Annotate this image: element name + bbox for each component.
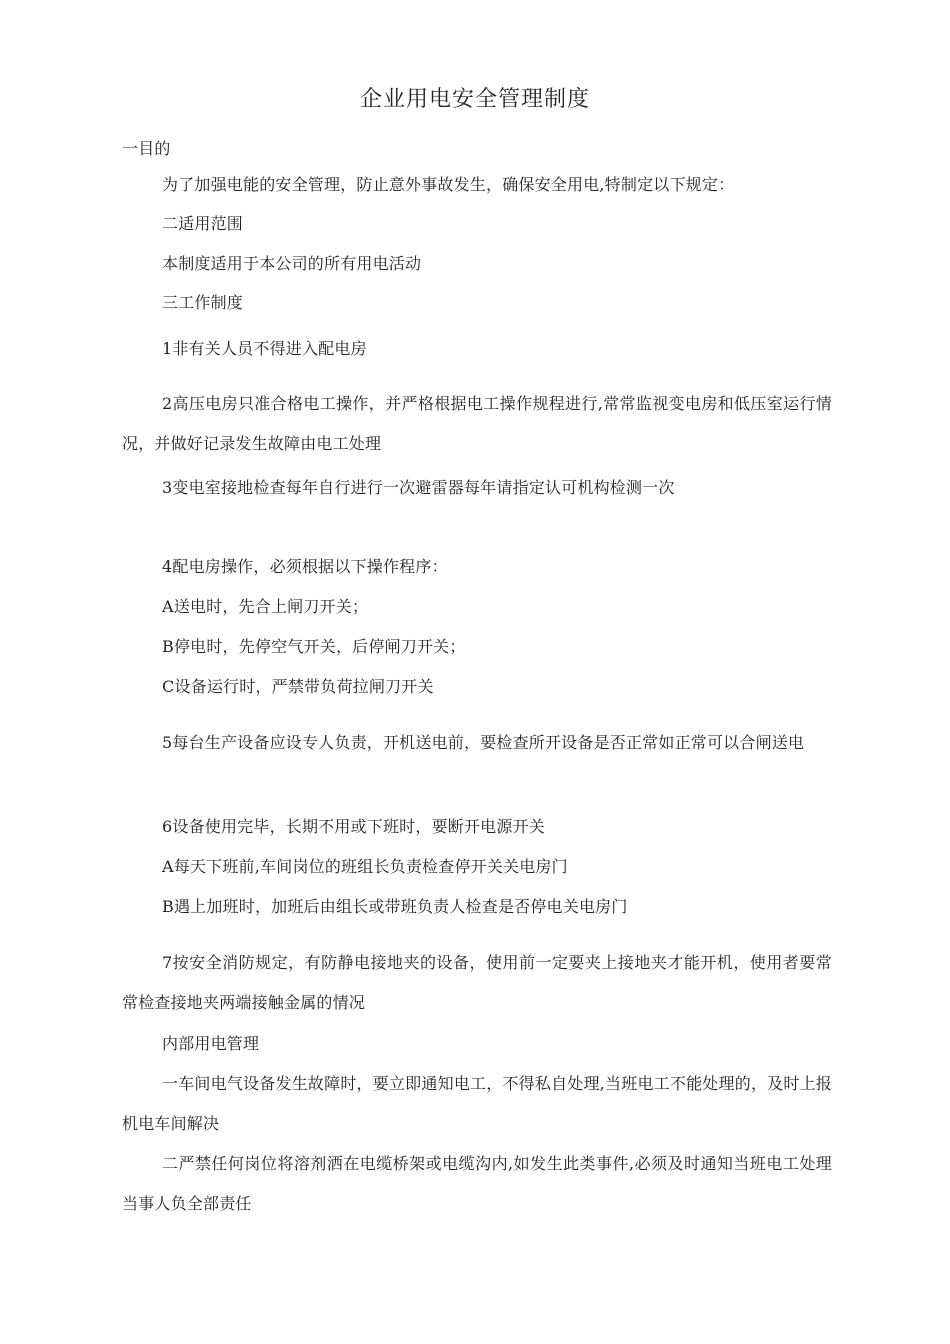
section-heading-purpose: 一目的 bbox=[122, 139, 171, 158]
section-heading-internal: 内部用电管理 bbox=[162, 1034, 260, 1053]
rule-7: 7按安全消防规定，有防静电接地夹的设备，使用前一定要夹上接地夹才能开机，使用者要常常检查接地夹两端接触金属的情况 bbox=[122, 953, 832, 1012]
rule-6-item-a: A每天下班前,车间岗位的班组长负责检查停开关关电房门 bbox=[162, 857, 568, 876]
rule-4: 4配电房操作，必须根据以下操作程序： bbox=[162, 557, 448, 576]
rule-6: 6设备使用完毕，长期不用或下班时，要断开电源开关 bbox=[162, 817, 545, 836]
internal-rule-2: 二严禁任何岗位将溶剂洒在电缆桥架或电缆沟内,如发生此类事件,必须及时通知当班电工处理当事人负全部责任 bbox=[122, 1154, 832, 1213]
rule-4-item-a: A送电时，先合上闸刀开关； bbox=[162, 597, 369, 616]
rule-1: 1非有关人员不得进入配电房 bbox=[162, 339, 367, 358]
document-title: 企业用电安全管理制度 bbox=[359, 87, 590, 112]
internal-rule-1: 一车间电气设备发生故障时，要立即通知电工，不得私自处理,当班电工不能处理的，及时上报机电车间解决 bbox=[122, 1074, 832, 1133]
rule-4-item-c: C设备运行时，严禁带负荷拉闸刀开关 bbox=[162, 677, 434, 696]
paragraph-scope: 本制度适用于本公司的所有用电活动 bbox=[162, 254, 422, 273]
paragraph-purpose: 为了加强电能的安全管理，防止意外事故发生，确保安全用电,特制定以下规定： bbox=[162, 175, 735, 194]
section-heading-rules: 三工作制度 bbox=[162, 293, 244, 312]
rule-2: 2高压电房只准合格电工操作，并严格根据电工操作规程进行,常常监视变电房和低压室运行情况，并做好记录发生故障由电工处理 bbox=[122, 394, 832, 453]
rule-3: 3变电室接地检查每年自行进行一次避雷器每年请指定认可机构检测一次 bbox=[162, 478, 675, 497]
rule-5: 5每台生产设备应设专人负责，开机送电前，要检查所开设备是否正常如正常可以合闸送电 bbox=[162, 733, 805, 752]
rule-4-item-b: B停电时，先停空气开关，后停闸刀开关； bbox=[162, 637, 466, 656]
rule-6-item-b: B遇上加班时，加班后由组长或带班负责人检查是否停电关电房门 bbox=[162, 897, 628, 916]
section-heading-scope: 二适用范围 bbox=[162, 214, 244, 233]
